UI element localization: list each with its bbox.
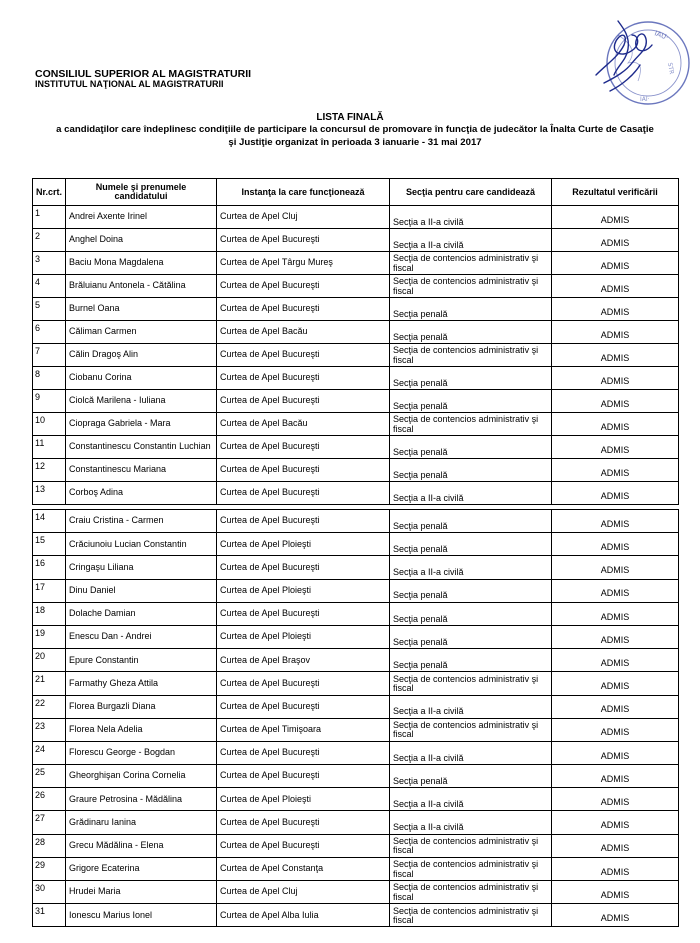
row-number: 11 xyxy=(33,436,66,459)
row-number: 12 xyxy=(33,459,66,482)
verification-result: ADMIS xyxy=(552,834,679,857)
section-name: Secţia de contencios administrativ şi fiscal xyxy=(390,857,552,880)
court-name: Curtea de Apel Bucureşti xyxy=(217,741,390,764)
column-header-result: Rezultatul verificării xyxy=(552,179,679,206)
candidate-name: Burnel Oana xyxy=(66,298,217,321)
row-number: 1 xyxy=(33,206,66,229)
court-name: Curtea de Apel Bucureşti xyxy=(217,298,390,321)
verification-result: ADMIS xyxy=(552,765,679,788)
verification-result: ADMIS xyxy=(552,206,679,229)
court-name: Curtea de Apel Bucureşti xyxy=(217,811,390,834)
row-number: 2 xyxy=(33,229,66,252)
candidate-name: Crăciunoiu Lucian Constantin xyxy=(66,533,217,556)
court-name: Curtea de Apel Bucureşti xyxy=(217,459,390,482)
table-row xyxy=(33,436,679,459)
row-number: 22 xyxy=(33,695,66,718)
verification-result: ADMIS xyxy=(552,904,679,927)
court-name: Curtea de Apel Bucureşti xyxy=(217,229,390,252)
section-name: Secţia penală xyxy=(390,459,552,482)
row-number: 6 xyxy=(33,321,66,344)
candidate-name: Ciopraga Gabriela - Mara xyxy=(66,413,217,436)
table-row xyxy=(33,367,679,390)
court-name: Curtea de Apel Bucureşti xyxy=(217,390,390,413)
org-name-line1: CONSILIUL SUPERIOR AL MAGISTRATURII xyxy=(35,68,252,80)
section-name: Secţia de contencios administrativ şi fiscal xyxy=(390,718,552,741)
table-row xyxy=(33,625,679,648)
verification-result: ADMIS xyxy=(552,533,679,556)
court-name: Curtea de Apel Bucureşti xyxy=(217,602,390,625)
candidate-name: Enescu Dan - Andrei xyxy=(66,625,217,648)
verification-result: ADMIS xyxy=(552,556,679,579)
court-name: Curtea de Apel Alba Iulia xyxy=(217,904,390,927)
candidate-name: Hrudei Maria xyxy=(66,881,217,904)
verification-result: ADMIS xyxy=(552,881,679,904)
table-row xyxy=(33,413,679,436)
court-name: Curtea de Apel Bucureşti xyxy=(217,556,390,579)
section-name: Secţia penală xyxy=(390,436,552,459)
court-name: Curtea de Apel Braşov xyxy=(217,649,390,672)
section-name: Secţia penală xyxy=(390,579,552,602)
court-name: Curtea de Apel Bucureşti xyxy=(217,510,390,533)
row-number: 19 xyxy=(33,625,66,648)
table-row xyxy=(33,602,679,625)
verification-result: ADMIS xyxy=(552,649,679,672)
verification-result: ADMIS xyxy=(552,811,679,834)
verification-result: ADMIS xyxy=(552,625,679,648)
verification-result: ADMIS xyxy=(552,344,679,367)
official-stamp-signature xyxy=(588,5,694,109)
candidate-name: Florea Nela Adelia xyxy=(66,718,217,741)
candidates-table-part2 xyxy=(32,509,679,927)
table-row xyxy=(33,788,679,811)
verification-result: ADMIS xyxy=(552,252,679,275)
candidate-name: Farmathy Gheza Attila xyxy=(66,672,217,695)
candidate-name: Corboş Adina xyxy=(66,482,217,505)
row-number: 8 xyxy=(33,367,66,390)
section-name: Secţia de contencios administrativ şi fiscal xyxy=(390,672,552,695)
verification-result: ADMIS xyxy=(552,579,679,602)
verification-result: ADMIS xyxy=(552,459,679,482)
section-name: Secţia de contencios administrativ şi fiscal xyxy=(390,881,552,904)
section-name: Secţia penală xyxy=(390,602,552,625)
table-row xyxy=(33,510,679,533)
candidate-name: Dinu Daniel xyxy=(66,579,217,602)
table-header-row xyxy=(33,179,679,206)
candidate-name: Epure Constantin xyxy=(66,649,217,672)
section-name: Secţia a II-a civilă xyxy=(390,556,552,579)
table-row xyxy=(33,321,679,344)
row-number: 16 xyxy=(33,556,66,579)
section-name: Secţia penală xyxy=(390,649,552,672)
row-number: 9 xyxy=(33,390,66,413)
court-name: Curtea de Apel Bucureşti xyxy=(217,367,390,390)
table-row xyxy=(33,275,679,298)
candidate-name: Florescu George - Bogdan xyxy=(66,741,217,764)
section-name: Secţia a II-a civilă xyxy=(390,741,552,764)
candidate-name: Constantinescu Mariana xyxy=(66,459,217,482)
verification-result: ADMIS xyxy=(552,857,679,880)
verification-result: ADMIS xyxy=(552,413,679,436)
verification-result: ADMIS xyxy=(552,695,679,718)
row-number: 28 xyxy=(33,834,66,857)
candidate-name: Dolache Damian xyxy=(66,602,217,625)
section-name: Secţia de contencios administrativ şi fiscal xyxy=(390,252,552,275)
court-name: Curtea de Apel Ploieşti xyxy=(217,579,390,602)
table-row xyxy=(33,811,679,834)
candidate-name: Baciu Mona Magdalena xyxy=(66,252,217,275)
section-name: Secţia a II-a civilă xyxy=(390,482,552,505)
section-name: Secţia a II-a civilă xyxy=(390,229,552,252)
candidate-name: Grigore Ecaterina xyxy=(66,857,217,880)
table-row xyxy=(33,344,679,367)
row-number: 15 xyxy=(33,533,66,556)
section-name: Secţia de contencios administrativ şi fiscal xyxy=(390,904,552,927)
table-row xyxy=(33,649,679,672)
court-name: Curtea de Apel Bucureşti xyxy=(217,765,390,788)
verification-result: ADMIS xyxy=(552,298,679,321)
column-header-section: Secţia pentru care candidează xyxy=(390,179,552,206)
candidate-name: Ionescu Marius Ionel xyxy=(66,904,217,927)
court-name: Curtea de Apel Bucureşti xyxy=(217,482,390,505)
row-number: 10 xyxy=(33,413,66,436)
section-name: Secţia a II-a civilă xyxy=(390,811,552,834)
court-name: Curtea de Apel Bacău xyxy=(217,321,390,344)
table-row xyxy=(33,718,679,741)
table-body-part1 xyxy=(33,206,679,505)
court-name: Curtea de Apel Târgu Mureş xyxy=(217,252,390,275)
section-name: Secţia a II-a civilă xyxy=(390,695,552,718)
row-number: 27 xyxy=(33,811,66,834)
table-row xyxy=(33,556,679,579)
table-row xyxy=(33,695,679,718)
org-name-line2: INSTITUTUL NAŢIONAL AL MAGISTRATURII xyxy=(35,79,224,90)
section-name: Secţia penală xyxy=(390,367,552,390)
table-row xyxy=(33,579,679,602)
candidate-name: Graure Petrosina - Mădălina xyxy=(66,788,217,811)
document-subtitle xyxy=(30,124,680,149)
section-name: Secţia de contencios administrativ şi fiscal xyxy=(390,413,552,436)
court-name: Curtea de Apel Ploieşti xyxy=(217,533,390,556)
row-number: 31 xyxy=(33,904,66,927)
court-name: Curtea de Apel Ploieşti xyxy=(217,625,390,648)
row-number: 30 xyxy=(33,881,66,904)
table-row xyxy=(33,834,679,857)
court-name: Curtea de Apel Cluj xyxy=(217,206,390,229)
section-name: Secţia penală xyxy=(390,321,552,344)
subtitle-line2: şi Justiţie organizat în perioada 3 ianuarie - 31 mai 2017 xyxy=(228,136,482,148)
section-name: Secţia penală xyxy=(390,625,552,648)
court-name: Curtea de Apel Bacău xyxy=(217,413,390,436)
row-number: 17 xyxy=(33,579,66,602)
table-row xyxy=(33,533,679,556)
verification-result: ADMIS xyxy=(552,718,679,741)
candidate-name: Grecu Mădălina - Elena xyxy=(66,834,217,857)
subtitle-line1: a candidaţilor care îndeplinesc condiţiile de participare la concursul de promovare în funcţia de judecător la Înalta Curte de Casaţie xyxy=(56,124,654,135)
verification-result: ADMIS xyxy=(552,741,679,764)
candidate-name: Grădinaru Ianina xyxy=(66,811,217,834)
section-name: Secţia penală xyxy=(390,390,552,413)
row-number: 18 xyxy=(33,602,66,625)
row-number: 24 xyxy=(33,741,66,764)
svg-text:IAU·: IAU· xyxy=(653,29,670,42)
candidate-name: Andrei Axente Irinel xyxy=(66,206,217,229)
row-number: 25 xyxy=(33,765,66,788)
section-name: Secţia de contencios administrativ şi fiscal xyxy=(390,834,552,857)
candidate-name: Florea Burgazli Diana xyxy=(66,695,217,718)
section-name: Secţia de contencios administrativ şi fiscal xyxy=(390,344,552,367)
row-number: 13 xyxy=(33,482,66,505)
row-number: 14 xyxy=(33,510,66,533)
verification-result: ADMIS xyxy=(552,510,679,533)
verification-result: ADMIS xyxy=(552,275,679,298)
row-number: 4 xyxy=(33,275,66,298)
column-header-court: Instanţa la care funcţionează xyxy=(217,179,390,206)
stamp-seal xyxy=(607,22,689,104)
row-number: 5 xyxy=(33,298,66,321)
verification-result: ADMIS xyxy=(552,321,679,344)
verification-result: ADMIS xyxy=(552,390,679,413)
section-name: Secţia penală xyxy=(390,298,552,321)
section-name: Secţia de contencios administrativ şi fiscal xyxy=(390,275,552,298)
court-name: Curtea de Apel Bucureşti xyxy=(217,344,390,367)
svg-text:STR: STR xyxy=(666,62,675,75)
court-name: Curtea de Apel Bucureşti xyxy=(217,695,390,718)
candidate-name: Gheorghişan Corina Cornelia xyxy=(66,765,217,788)
row-number: 21 xyxy=(33,672,66,695)
table-row xyxy=(33,206,679,229)
table-row xyxy=(33,672,679,695)
candidate-name: Cringaşu Liliana xyxy=(66,556,217,579)
table-body-part2 xyxy=(33,510,679,927)
table-row xyxy=(33,765,679,788)
table-row xyxy=(33,229,679,252)
section-name: Secţia penală xyxy=(390,765,552,788)
table-row xyxy=(33,881,679,904)
section-name: Secţia penală xyxy=(390,533,552,556)
candidate-name: Brăluianu Antonela - Cătălina xyxy=(66,275,217,298)
organization-header xyxy=(35,69,251,89)
svg-text:IAI·: IAI· xyxy=(640,96,650,103)
section-name: Secţia a II-a civilă xyxy=(390,206,552,229)
court-name: Curtea de Apel Bucureşti xyxy=(217,436,390,459)
candidate-name: Ciobanu Corina xyxy=(66,367,217,390)
court-name: Curtea de Apel Constanţa xyxy=(217,857,390,880)
candidate-name: Călin Dragoş Alin xyxy=(66,344,217,367)
verification-result: ADMIS xyxy=(552,367,679,390)
verification-result: ADMIS xyxy=(552,672,679,695)
court-name: Curtea de Apel Bucureşti xyxy=(217,672,390,695)
column-header-nr: Nr.crt. xyxy=(33,179,66,206)
document-title: LISTA FINALĂ xyxy=(316,112,384,123)
table-row xyxy=(33,741,679,764)
table-row xyxy=(33,459,679,482)
candidate-name: Ciolcă Marilena - Iuliana xyxy=(66,390,217,413)
court-name: Curtea de Apel Cluj xyxy=(217,881,390,904)
row-number: 3 xyxy=(33,252,66,275)
table-row xyxy=(33,390,679,413)
candidate-name: Anghel Doina xyxy=(66,229,217,252)
table-row xyxy=(33,857,679,880)
court-name: Curtea de Apel Ploieşti xyxy=(217,788,390,811)
court-name: Curtea de Apel Bucureşti xyxy=(217,275,390,298)
candidate-name: Căliman Carmen xyxy=(66,321,217,344)
candidate-name: Constantinescu Constantin Luchian xyxy=(66,436,217,459)
row-number: 7 xyxy=(33,344,66,367)
row-number: 23 xyxy=(33,718,66,741)
candidates-table-part1 xyxy=(32,178,679,505)
verification-result: ADMIS xyxy=(552,602,679,625)
verification-result: ADMIS xyxy=(552,436,679,459)
column-header-name: Numele şi prenumele candidatului xyxy=(66,179,217,206)
verification-result: ADMIS xyxy=(552,229,679,252)
candidate-name: Craiu Cristina - Carmen xyxy=(66,510,217,533)
court-name: Curtea de Apel Bucureşti xyxy=(217,834,390,857)
table-row xyxy=(33,482,679,505)
row-number: 26 xyxy=(33,788,66,811)
section-name: Secţia penală xyxy=(390,510,552,533)
table-row xyxy=(33,298,679,321)
verification-result: ADMIS xyxy=(552,788,679,811)
table-row xyxy=(33,904,679,927)
signature-scribble xyxy=(596,21,652,91)
table-row xyxy=(33,252,679,275)
row-number: 29 xyxy=(33,857,66,880)
verification-result: ADMIS xyxy=(552,482,679,505)
court-name: Curtea de Apel Timişoara xyxy=(217,718,390,741)
section-name: Secţia a II-a civilă xyxy=(390,788,552,811)
row-number: 20 xyxy=(33,649,66,672)
